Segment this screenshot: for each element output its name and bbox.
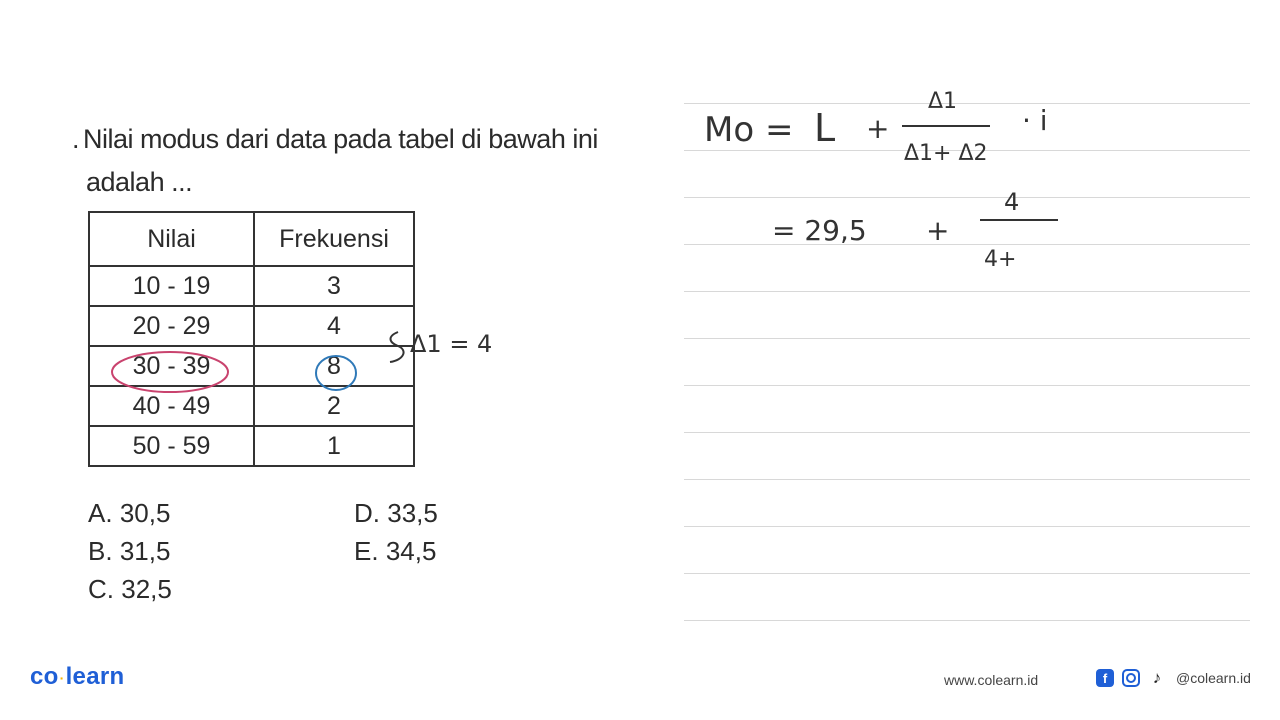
header-frekuensi: Frekuensi	[254, 212, 414, 266]
ruled-line	[684, 338, 1250, 339]
option-e	[354, 536, 436, 567]
facebook-icon[interactable]: f	[1096, 669, 1114, 687]
logo-left: co	[30, 663, 59, 690]
logo-right: learn	[65, 663, 125, 690]
step2-denominator: 4+	[984, 247, 1017, 272]
table-row	[89, 426, 414, 466]
cell-nilai: 30 - 39	[89, 346, 254, 386]
cell-frekuensi: 2	[254, 386, 414, 426]
ruled-line	[684, 620, 1250, 621]
table-row	[89, 386, 414, 426]
cell-nilai: 40 - 49	[89, 386, 254, 426]
colearn-logo	[30, 663, 124, 691]
logo-separator: ·	[59, 669, 65, 686]
instagram-icon[interactable]	[1122, 669, 1140, 687]
website-link[interactable]: www.colearn.id	[944, 672, 1039, 688]
social-links	[1096, 669, 1251, 687]
question-text	[72, 118, 632, 204]
cell-frekuensi: 4	[254, 306, 414, 346]
ruled-line	[684, 150, 1250, 151]
ruled-line	[684, 479, 1250, 480]
cell-nilai: 20 - 29	[89, 306, 254, 346]
question-number-dot: .	[72, 124, 80, 154]
ruled-line	[684, 103, 1250, 104]
option-letter: E.	[354, 536, 379, 566]
table-row	[89, 306, 414, 346]
ruled-line	[684, 291, 1250, 292]
step2-numerator: 4	[1004, 188, 1020, 216]
option-value: 30,5	[119, 498, 171, 528]
ruled-line	[684, 197, 1250, 198]
formula-lhs: Mo =	[704, 110, 794, 150]
cell-nilai: 50 - 59	[89, 426, 254, 466]
side-note: Δ1 = 4	[410, 330, 493, 358]
question-line-2: adalah ...	[86, 167, 193, 197]
ruled-line	[684, 385, 1250, 386]
option-letter: C.	[88, 574, 114, 604]
formula-denominator: Δ1+ Δ2	[904, 141, 988, 166]
cell-frekuensi: 1	[254, 426, 414, 466]
step2-equals: = 29,5	[772, 214, 867, 247]
option-letter: B.	[88, 536, 113, 566]
social-handle: @colearn.id	[1176, 670, 1251, 686]
tiktok-icon[interactable]: ♪	[1152, 668, 1162, 687]
option-a	[88, 498, 170, 529]
cell-frekuensi: 8	[254, 346, 414, 386]
cell-nilai: 10 - 19	[89, 266, 254, 306]
formula-plus: +	[866, 112, 890, 145]
frequency-table	[88, 211, 415, 467]
cell-frekuensi: 3	[254, 266, 414, 306]
header-nilai: Nilai	[89, 212, 254, 266]
option-c	[88, 574, 172, 605]
question-line-1: Nilai modus dari data pada tabel di bawah ini	[83, 124, 598, 154]
table-row	[89, 346, 414, 386]
formula-mult-i: · i	[1022, 104, 1048, 137]
option-letter: D.	[354, 498, 380, 528]
table-row	[89, 266, 414, 306]
ruled-notebook-area	[684, 0, 1250, 640]
option-d	[354, 498, 438, 529]
option-value: 31,5	[119, 536, 171, 566]
option-value: 33,5	[387, 498, 438, 528]
ruled-line	[684, 244, 1250, 245]
ruled-line	[684, 526, 1250, 527]
option-letter: A.	[88, 498, 113, 528]
formula-numerator: Δ1	[928, 89, 958, 114]
table-header-row	[89, 212, 414, 266]
option-value: 32,5	[121, 574, 172, 604]
ruled-line	[684, 573, 1250, 574]
formula-L: L	[814, 106, 836, 150]
option-value: 34,5	[385, 536, 437, 566]
step2-plus: +	[926, 214, 950, 247]
ruled-line	[684, 432, 1250, 433]
option-b	[88, 536, 170, 567]
